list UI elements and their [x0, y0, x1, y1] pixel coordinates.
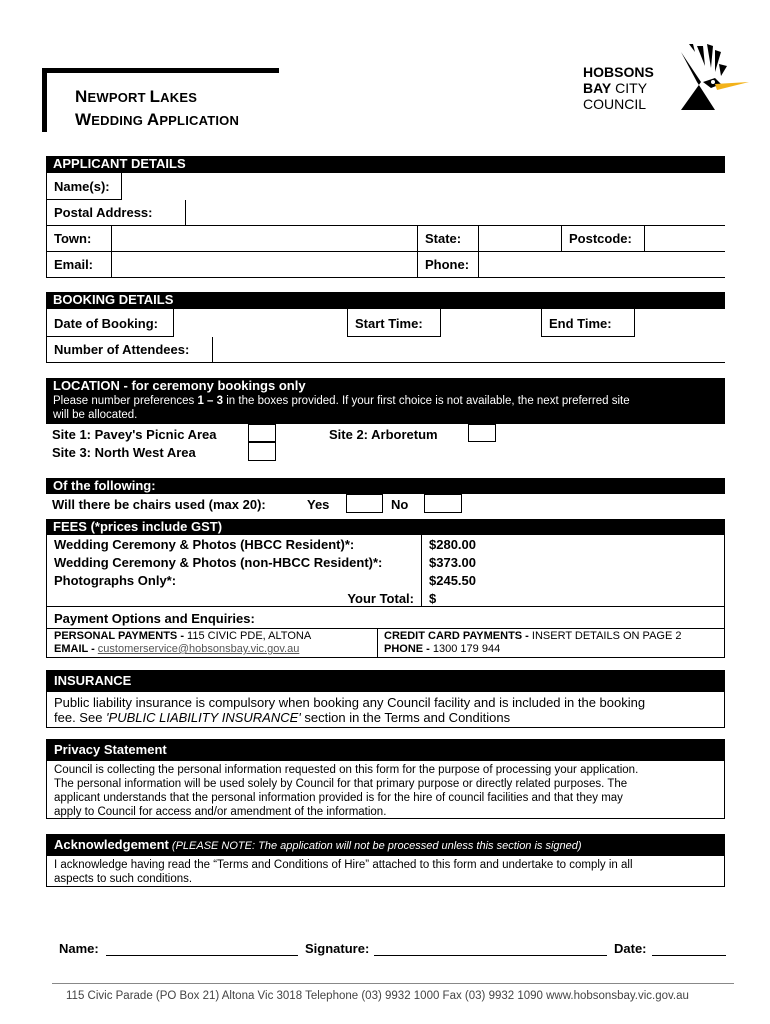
signature-date-label: Date: [614, 941, 647, 956]
payment-email: EMAIL - customerservice@hobsonsbay.vic.gov.au [54, 643, 300, 655]
applicant-email-row [46, 252, 725, 278]
names-input[interactable] [122, 173, 725, 200]
fee-price-resident: $280.00 [429, 537, 476, 552]
fee-label-resident: Wedding Ceremony & Photos (HBCC Resident)*: [54, 537, 355, 552]
total-value[interactable]: $ [429, 591, 437, 606]
payment-section [46, 607, 725, 658]
footer-rule [52, 983, 734, 984]
logo-text-line2: BAY CITY [583, 80, 648, 96]
fee-label-nonresident: Wedding Ceremony & Photos (non-HBCC Resident)*: [54, 555, 383, 570]
state-input[interactable] [479, 226, 561, 251]
page-title: NEWPORT LAKES WEDDING APPLICATION [75, 87, 240, 129]
end-time-input[interactable] [635, 309, 725, 337]
signature-name-field[interactable] [106, 940, 298, 956]
phone-label: Phone: [425, 257, 470, 272]
town-input[interactable] [112, 226, 417, 251]
applicant-town-row [46, 226, 725, 252]
postcode-input[interactable] [645, 226, 725, 251]
acknowledgement-line1: I acknowledge having read the “Terms and Conditions of Hire” attached to this form and undertake to comply in all [54, 859, 633, 871]
privacy-line: The personal information will be used solely by Council for that primary purpose or directly related purposes. The [54, 778, 628, 790]
fees-table [46, 535, 725, 607]
postal-address-label: Postal Address: [54, 205, 153, 220]
site3-preference-box[interactable] [248, 442, 276, 461]
email-input[interactable] [112, 252, 417, 277]
end-time-label: End Time: [549, 316, 612, 331]
booking-attendees-row [46, 337, 725, 363]
chairs-no-label: No [391, 497, 409, 512]
following-heading: Of the following: [46, 478, 725, 494]
privacy-heading: Privacy Statement [47, 740, 724, 761]
payment-heading: Payment Options and Enquiries: [54, 611, 255, 626]
credit-card-payments: CREDIT CARD PAYMENTS - INSERT DETAILS ON PAGE 2 [384, 630, 682, 642]
booking-date-label: Date of Booking: [54, 316, 158, 331]
state-label: State: [425, 231, 462, 246]
booking-date-row [46, 308, 725, 337]
start-time-label: Start Time: [355, 316, 423, 331]
site1-label: Site 1: Pavey's Picnic Area [52, 427, 217, 442]
pelican-logo-icon [675, 42, 755, 112]
attendees-label: Number of Attendees: [54, 342, 190, 357]
names-label: Name(s): [54, 179, 110, 194]
privacy-line: apply to Council for access and/or amendment of the information. [54, 806, 387, 818]
privacy-line: applicant understands that the personal information provided is for the hire of council facilities and that they may [54, 792, 623, 804]
site2-label: Site 2: Arboretum [329, 427, 438, 442]
footer-text: 115 Civic Parade (PO Box 21) Altona Vic 3018 Telephone (03) 9932 1000 Fax (03) 9932 1090 www.hobsonsbay.vic.gov.au [66, 990, 689, 1002]
acknowledgement-line2: aspects to such conditions. [54, 873, 193, 885]
applicant-postal-row [46, 200, 725, 226]
acknowledgement-section [46, 834, 725, 887]
town-label: Town: [54, 231, 92, 246]
fee-price-nonresident: $373.00 [429, 555, 476, 570]
insurance-section [46, 670, 725, 728]
signature-label: Signature: [305, 941, 370, 956]
chairs-yes-box[interactable] [346, 494, 383, 513]
acknowledgement-heading: Acknowledgement (PLEASE NOTE: The application will not be processed unless this section is signed) [47, 835, 724, 856]
total-label: Your Total: [347, 591, 414, 606]
chairs-no-box[interactable] [424, 494, 462, 513]
signature-field[interactable] [374, 940, 607, 956]
attendees-input[interactable] [213, 337, 725, 362]
booking-date-input[interactable] [174, 309, 347, 337]
chairs-yes-label: Yes [307, 497, 330, 512]
site2-preference-box[interactable] [468, 424, 496, 442]
email-label: Email: [54, 257, 94, 272]
logo-text-line1: HOBSONS [583, 64, 654, 80]
council-logo [583, 62, 753, 118]
phone-input[interactable] [479, 252, 725, 277]
signature-date-field[interactable] [652, 940, 726, 956]
postcode-label: Postcode: [569, 231, 632, 246]
booking-details-heading: BOOKING DETAILS [46, 292, 725, 308]
fees-heading: FEES (*prices include GST) [46, 519, 725, 535]
fee-label-photos: Photographs Only*: [54, 573, 177, 588]
email-link[interactable]: customerservice@hobsonsbay.vic.gov.au [97, 643, 300, 655]
privacy-line: Council is collecting the personal information requested on this form for the purpose of processing your application. [54, 764, 639, 776]
chairs-question: Will there be chairs used (max 20): [52, 497, 266, 512]
insurance-heading: INSURANCE [47, 671, 724, 692]
postal-address-input[interactable] [186, 200, 725, 225]
signature-name-label: Name: [59, 941, 99, 956]
insurance-text-line1: Public liability insurance is compulsory when booking any Council facility and is included in the booking [54, 695, 646, 710]
start-time-input[interactable] [441, 309, 541, 337]
site3-label: Site 3: North West Area [52, 445, 196, 460]
logo-text-line3: COUNCIL [583, 96, 647, 112]
site1-preference-box[interactable] [248, 424, 276, 442]
insurance-text-line2: fee. See 'PUBLIC LIABILITY INSURANCE' section in the Terms and Conditions [54, 710, 511, 725]
payment-phone: PHONE - 1300 179 944 [384, 643, 501, 655]
personal-payments: PERSONAL PAYMENTS - 115 CIVIC PDE, ALTONA [54, 630, 312, 642]
applicant-details-heading: APPLICANT DETAILS [46, 156, 725, 172]
applicant-names-row [46, 172, 725, 200]
location-heading: LOCATION - for ceremony bookings only Please number preferences 1 – 3 in the boxes provided. If your first choice is not available, the next preferred site will be allocated. [46, 378, 725, 424]
fee-price-photos: $245.50 [429, 573, 476, 588]
privacy-section [46, 739, 725, 819]
